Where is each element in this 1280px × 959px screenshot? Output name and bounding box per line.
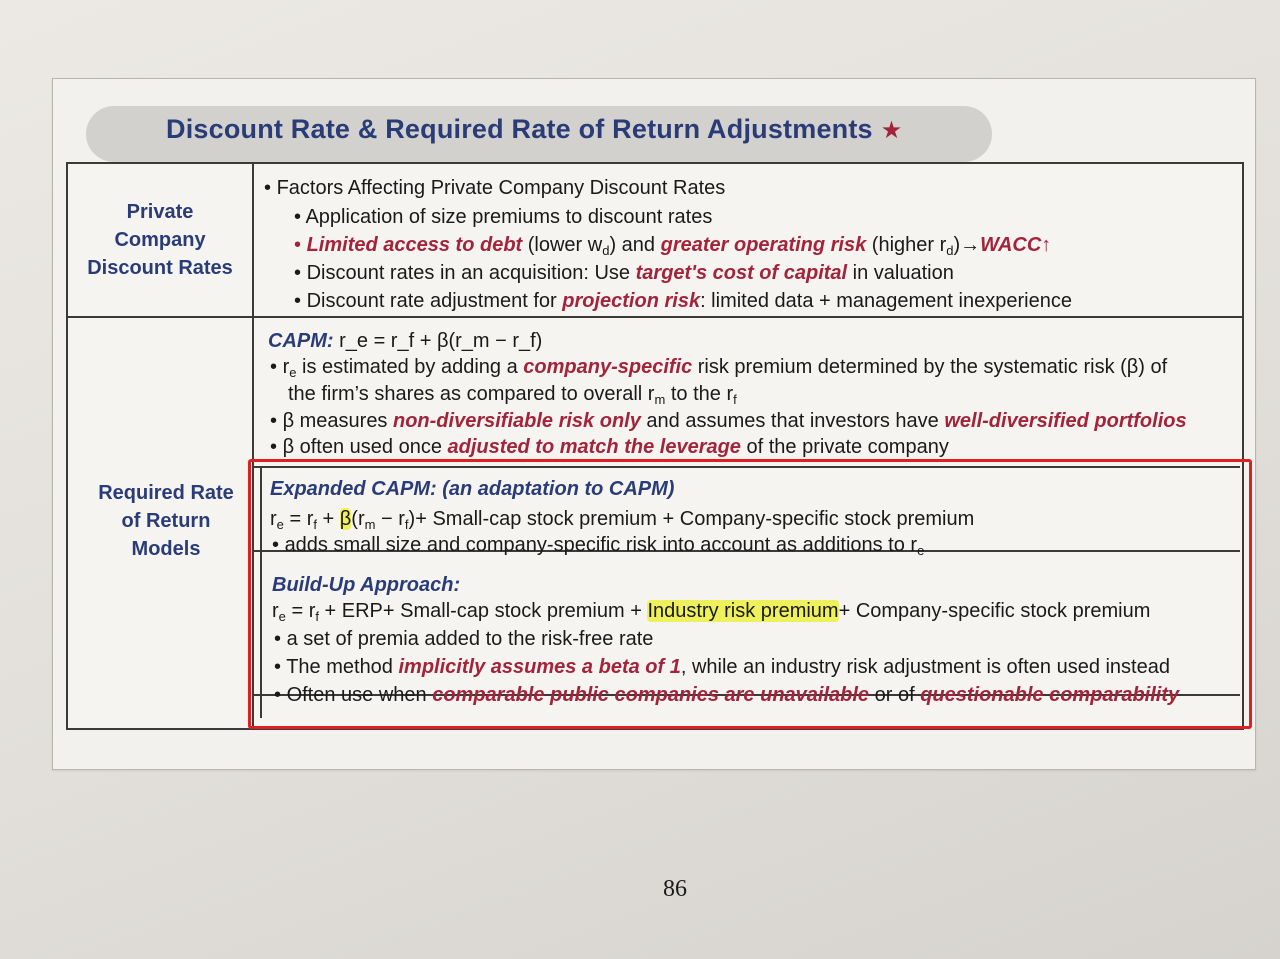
pc-header-text: Factors Affecting Private Company Discount Rates — [276, 177, 726, 199]
buildup-bullet-2: • The method implicitly assumes a beta of 1, while an industry risk adjustment is often used instead — [274, 656, 1170, 678]
t: Often use when — [286, 684, 433, 706]
row-label-private-company — [70, 198, 250, 282]
t: Discount rates in an acquisition: Use — [306, 262, 636, 284]
t: , while an industry risk adjustment is often used instead — [680, 656, 1170, 678]
arrow-up-icon: ↑ — [1041, 234, 1052, 256]
row-divider — [66, 316, 1242, 318]
diversified-text: well-diversified portfolios — [944, 410, 1187, 432]
t: a set of premia added to the risk-free rate — [286, 628, 654, 650]
t: of the private company — [740, 436, 949, 458]
operating-risk-text: greater operating risk — [660, 234, 867, 256]
t: The method — [286, 656, 399, 678]
sub: m — [654, 392, 666, 407]
unavailable-text: comparable public companies are unavailable — [432, 684, 870, 706]
pc-bullet-2: • Limited access to debt (lower $w_d$) and greater operating risk (higher $r_d)\to WACC↑$ — [294, 234, 1052, 258]
t: ) and — [609, 234, 661, 256]
t: or of — [869, 684, 921, 706]
sub: d — [946, 243, 954, 258]
limited-debt-text: Limited access to debt — [306, 234, 523, 256]
t: Discount rate adjustment for — [306, 290, 563, 312]
ecapm-formula-tail: + Small-cap stock premium + Company-specific stock premium — [415, 508, 975, 530]
star-icon: ★ — [880, 117, 903, 144]
t: β often used once — [282, 436, 448, 458]
t: in valuation — [847, 262, 954, 284]
t: adds small size and company-specific risk into account as additions to r — [284, 534, 918, 556]
arrow-right-icon: → — [960, 234, 981, 256]
sub: f — [733, 392, 737, 407]
label-line: Discount Rates — [87, 257, 233, 279]
t: and assumes that investors have — [640, 410, 945, 432]
ecapm-formula: $r_e = r_f + \beta(r_m - r_f)+$ Small-cap stock premium + Company-specific stock premium — [270, 508, 975, 532]
page-title — [166, 114, 903, 145]
capm-bullet-2: • β measures non-diversifiable risk only and assumes that investors have well-diversified portfolios — [270, 410, 1187, 432]
target-cost-text: target's cost of capital — [635, 262, 848, 284]
pc-bullet-3: • Discount rates in an acquisition: Use target's cost of capital in valuation — [294, 262, 954, 284]
highlight-box — [248, 459, 1252, 729]
sub: d — [602, 243, 610, 258]
buildup-formula: $r_e = r_f + ERP+$ Small-cap stock premium + Industry risk premium+ Company-specific stock premium — [272, 600, 1151, 624]
sub: e — [917, 543, 925, 558]
t: r — [282, 356, 290, 378]
pc-bullet-1: • Application of size premiums to discount rates — [294, 206, 713, 228]
title-text: Discount Rate & Required Rate of Return Adjustments — [166, 114, 873, 144]
capm-bullet-1-cont — [288, 381, 737, 407]
t: + Company-specific stock premium — [838, 600, 1151, 622]
capm-bullet-3: • β often used once adjusted to match the leverage of the private company — [270, 436, 949, 458]
t: is estimated by adding a — [296, 356, 524, 378]
label-line: Private — [126, 201, 194, 223]
buildup-bullet-3: • Often use when comparable public companies are unavailable or of questionable comparability — [274, 684, 1180, 706]
page-number: 86 — [663, 876, 687, 902]
t: + ERP+ Small-cap stock premium + — [318, 600, 648, 622]
wacc-text: WACC — [980, 234, 1042, 256]
t: ) — [953, 234, 961, 256]
t: = r — [285, 600, 316, 622]
comparability-text: questionable comparability — [920, 684, 1180, 706]
capm-bullet-1: • $r_e$ is estimated by adding a company-specific risk premium determined by the systematic risk (β) of — [270, 356, 1168, 380]
sub: e — [289, 365, 297, 380]
industry-risk-highlight: Industry risk premium — [647, 600, 839, 622]
t: (higher r — [866, 234, 947, 256]
capm-title: CAPM: — [268, 330, 334, 352]
capm-title-line — [268, 328, 542, 354]
t: : limited data + management inexperience — [700, 290, 1072, 312]
pc-bullet-1-text: Application of size premiums to discount rates — [305, 206, 713, 228]
pc-bullet-4: • Discount rate adjustment for projection risk: limited data + management inexperience — [294, 290, 1072, 312]
pc-header: • Factors Affecting Private Company Discount Rates — [264, 177, 726, 199]
t: (lower w — [522, 234, 603, 256]
label-line: of Return — [121, 510, 211, 532]
projection-risk-text: projection risk — [562, 290, 701, 312]
non-diversifiable-text: non-diversifiable risk only — [393, 410, 641, 432]
buildup-title-text: Build-Up Approach: — [272, 574, 461, 596]
t: to the r — [665, 383, 734, 405]
label-line: Models — [131, 538, 201, 560]
company-specific-text: company-specific — [523, 356, 693, 378]
row-label-required-rate — [76, 479, 256, 563]
t: the firm’s shares as compared to overall r — [288, 383, 655, 405]
label-line: Company — [114, 229, 206, 251]
buildup-bullet-1: • a set of premia added to the risk-free rate — [274, 628, 654, 650]
leverage-text: adjusted to match the leverage — [447, 436, 741, 458]
capm-formula: r_e = r_f + β(r_m − r_f) — [339, 330, 543, 352]
t: risk premium determined by the systematic risk (β) of — [692, 356, 1168, 378]
ecapm-bullet-1: • adds small size and company-specific risk into account as additions to $r_e$ — [272, 534, 925, 558]
label-line: Required Rate — [98, 482, 234, 504]
ecapm-title-text: Expanded CAPM: (an adaptation to CAPM) — [270, 478, 675, 500]
beta-one-text: implicitly assumes a beta of 1 — [398, 656, 681, 678]
t: β measures — [282, 410, 393, 432]
